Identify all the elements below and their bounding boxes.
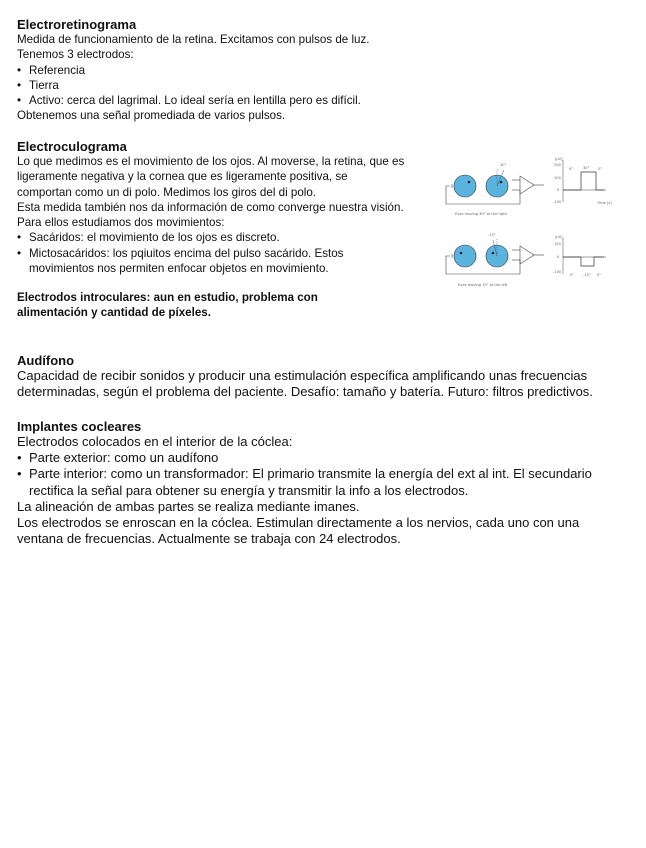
list-item: • Mictosacáridos: los pqiuitos encima del pulso sacárido. Estos movimientos nos permiten enfocar objetos en movimiento. [17,246,405,277]
list-item: • Sacáridos: el movimiento de los ojos es discreto. [17,230,405,245]
bottom-y-unit: [µV] [555,235,563,239]
amplifier-icon [520,246,534,264]
tick-label: 0 [557,188,560,192]
implantes-line-1: La alineación de ambas partes se realiza mediante imanes. [17,498,360,514]
eog-title: Electroculograma [17,139,127,154]
list-item: • Referencia [17,63,417,78]
eog-figure [428,152,618,292]
angle-label: 30° [583,166,590,170]
angle-label: 0° [569,167,574,171]
bottom-angle-label: -15° [488,233,496,237]
eog-section [17,139,405,276]
tick-label: -100 [553,270,562,274]
eye-left-icon [454,175,476,197]
intraocular-note [17,290,362,321]
list-item: • Activo: cerca del lagrimal. Lo ideal sería en lentilla pero es difícil. [17,93,417,108]
erg-title: Electroretinograma [17,17,137,32]
top-caption: Eyes moving 30° to the right [455,212,507,216]
audifono-section [17,353,629,400]
implantes-line-2: Los electrodos se enroscan en la cóclea. Estimulan directamente a los nervios, cada uno con una ventana de frecuencias. Actualmente se trabaja con 24 electrodos. [17,515,580,547]
intraocular-note-text: Electrodos introculares: aun en estudio, problema con alimentación y cantidad de píxeles. [17,291,318,320]
erg-line-2: Tenemos 3 electrodos: [17,48,134,62]
implantes-intro: Electrodos colocados en el interior de la cóclea: [17,434,293,449]
tick-label: 100 [554,242,561,246]
list-item: • Parte exterior: como un audífono [17,450,629,466]
implantes-title: Implantes cocleares [17,419,142,434]
erg-electrode-list [17,63,417,109]
eog-bottom-diagram [446,233,606,287]
eye-left-icon [454,245,476,267]
top-angle-label: 30° [500,163,507,167]
top-y-unit: [µV] [555,157,563,161]
implantes-section [17,419,629,547]
erg-line-1: Medida de funcionamiento de la retina. Excitamos con pulsos de luz. [17,33,370,46]
amplifier-icon [520,176,534,194]
eog-movement-list [17,230,405,276]
erg-after: Obtenemos una señal promediada de varios pulsos. [17,109,286,123]
saccade-pulse-line [563,257,604,266]
eog-top-diagram [446,157,612,216]
tick-label: 0 [557,255,560,259]
list-item: • Parte interior: como un transformador: El primario transmite la energía del ext al int. El secundario rectifica la señal para obtener su energía y transmitir la info a los electrodos. [17,466,629,498]
angle-label: 0° [598,167,603,171]
bottom-caption: Eyes moving 15° to the left [458,283,508,287]
tick-label: -100 [553,200,562,204]
audifono-title: Audífono [17,353,75,368]
implantes-parts-list [17,450,629,499]
tick-label: 200 [554,163,561,167]
saccade-pulse-line [563,172,604,190]
x-unit-label: Time [s] [597,201,612,205]
eog-paragraph-1: Lo que medimos es el movimiento de los ojos. Al moverse, la retina, que es ligeramente negativa y la cornea que es ligeramente positiva, se comportan como un di polo. Medimos los giros del di polo. [17,155,405,199]
tick-label: 100 [554,176,561,180]
list-item: • Tierra [17,78,417,93]
angle-label: 0° [570,273,575,277]
erg-section [17,17,417,124]
eog-paragraph-2: Esta medida también nos da información de como converge nuestra visión. Para ellos estudiamos dos movimientos: [17,200,404,230]
audifono-text: Capacidad de recibir sonidos y producir una estimulación específica amplificando unas frecuencias determinadas, según el problema del paciente. Desafío: tamaño y batería. Futuro: filtros predictivos. [17,368,593,400]
angle-label: 0° [597,273,602,277]
angle-label: -15° [583,273,591,277]
